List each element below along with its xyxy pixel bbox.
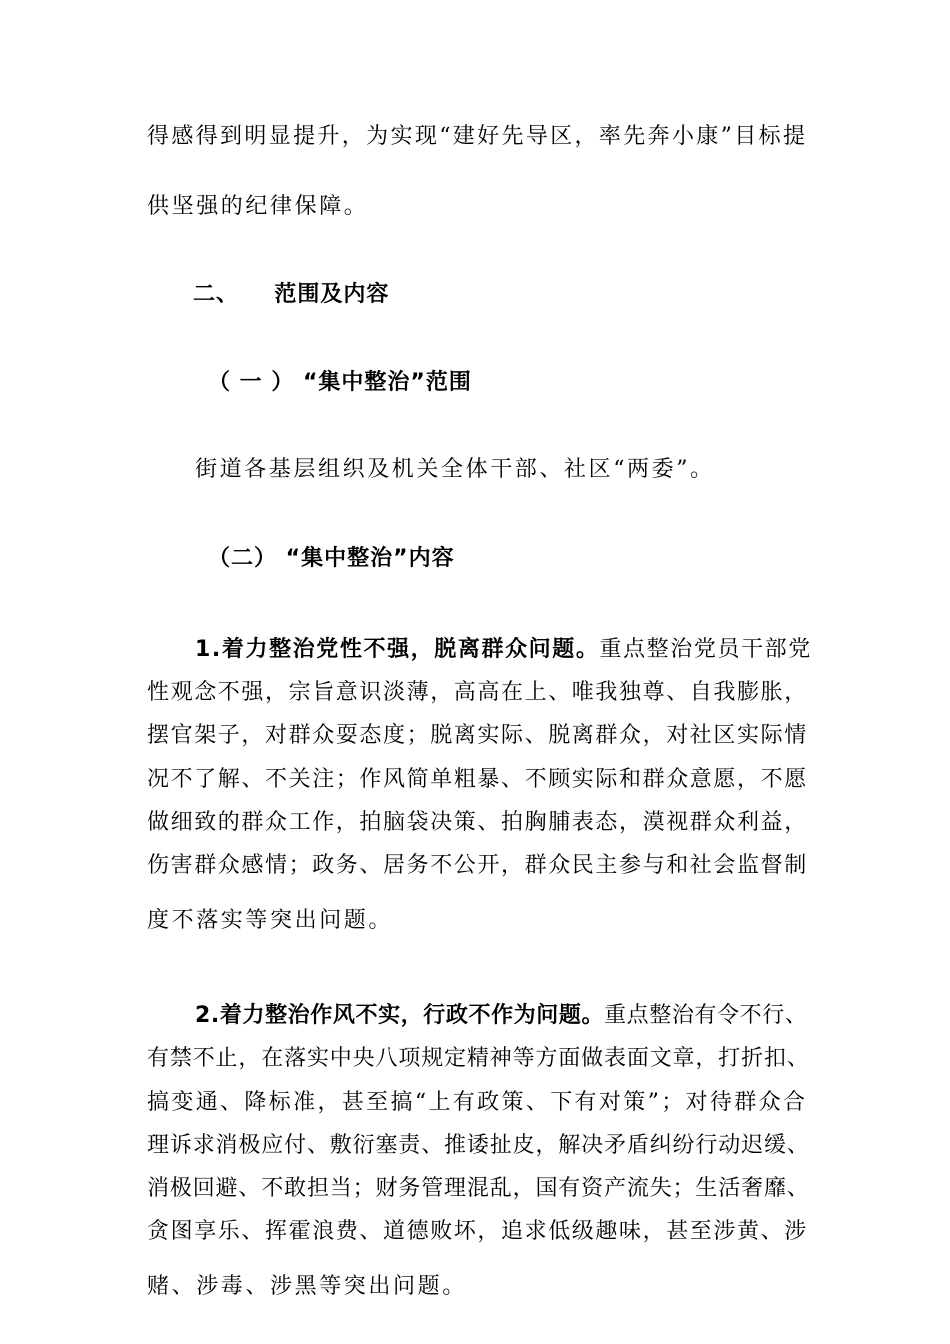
- item-2-line: 贪图享乐、挥霍浪费、道德败坏，追求低级趣味，甚至涉黄、涉: [147, 1219, 808, 1244]
- section-heading: [193, 280, 389, 310]
- item-1-line: 性观念不强，宗旨意识淡薄，高高在上、唯我独尊、自我膨胀，: [147, 680, 808, 705]
- item-2-heading: 2.着力整治作风不实，行政不作为问题。: [195, 1003, 605, 1028]
- section-title: 范围及内容: [274, 282, 390, 307]
- subsection-2-title: （二） “集中整治”内容: [208, 546, 455, 571]
- intro-line-2: 供坚强的纪律保障。: [147, 194, 369, 219]
- subsection-1-text: 街道各基层组织及机关全体干部、社区“两委”。: [195, 457, 715, 482]
- item-2-line: 赌、涉毒、涉黑等突出问题。: [147, 1274, 467, 1299]
- item-1-first-line: [195, 635, 812, 665]
- item-1-heading: 1.着力整治党性不强，脱离群众问题。: [195, 637, 600, 662]
- item-1-line: 摆官架子，对群众耍态度；脱离实际、脱离群众，对社区实际情: [147, 723, 808, 748]
- item-2-first-line: [195, 1001, 807, 1031]
- item-1-line: 伤害群众感情；政务、居务不公开，群众民主参与和社会监督制: [147, 853, 808, 878]
- item-1-line: 度不落实等突出问题。: [147, 908, 394, 933]
- item-2-line: 理诉求消极应付、敷衍塞责、推诿扯皮，解决矛盾纠纷行动迟缓、: [147, 1133, 810, 1158]
- item-1-line-0: 重点整治党员干部党: [599, 637, 812, 662]
- item-1-line: 做细致的群众工作，拍脑袋决策、拍胸脯表态，漠视群众利益，: [147, 810, 808, 835]
- item-2-line: 消极回避、不敢担当；财务管理混乱，国有资产流失；生活奢靡、: [147, 1176, 810, 1201]
- item-2-line: 有禁不止，在落实中央八项规定精神等方面做表面文章，打折扣、: [147, 1046, 810, 1071]
- subsection-1-title: （ 一 ） “集中整治”范围: [208, 370, 472, 395]
- intro-line-1: 得感得到明显提升，为实现“建好先导区，率先奔小康”目标提: [147, 124, 808, 149]
- item-2-line-0: 重点整治有令不行、: [604, 1003, 808, 1028]
- item-2-line: 搞变通、降标准，甚至搞“上有政策、下有对策”；对待群众合: [147, 1090, 808, 1115]
- section-number: 二、: [193, 282, 240, 307]
- item-1-line: 况不了解、不关注；作风简单粗暴、不顾实际和群众意愿，不愿: [147, 767, 808, 792]
